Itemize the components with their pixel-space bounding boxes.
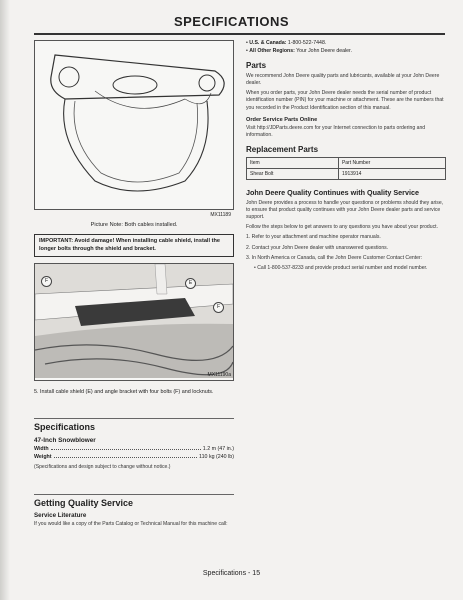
step-2: 2. Contact your John Deere dealer with unanswered questions.	[246, 244, 389, 251]
snowblower-subtitle: 47-Inch Snowblower	[34, 437, 96, 444]
contact-us-canada: • U.S. & Canada: 1-800-522-7448.	[246, 40, 327, 46]
table-header: Item	[247, 157, 339, 168]
jd-paragraph-2: Follow the steps below to get answers to any questions you have about your product.	[246, 224, 438, 231]
right-column	[246, 40, 446, 272]
figure-id: MX11189	[210, 212, 231, 218]
order-online-title: Order Service Parts Online	[246, 116, 318, 123]
cable-routing-illustration	[35, 41, 233, 207]
quality-service-title: Getting Quality Service	[34, 494, 234, 508]
contact-label: All Other Regions:	[249, 47, 295, 54]
leader-dots	[51, 446, 201, 450]
left-column	[34, 40, 234, 396]
figure-cable-shield	[34, 263, 234, 381]
callout-e: E	[185, 278, 196, 289]
spec-note: (Specifications and design subject to change without notice.)	[34, 464, 171, 470]
step-1: 1. Refer to your attachment and machine operator manuals.	[246, 234, 381, 241]
specifications-section	[34, 418, 234, 471]
picture-note: Picture Note: Both cables installed.	[90, 222, 178, 228]
figure-cables	[34, 40, 234, 218]
contact-other: • All Other Regions: Your John Deere dealer.	[246, 47, 352, 54]
replacement-parts-table	[246, 157, 446, 180]
specifications-title: Specifications	[34, 418, 234, 432]
contact-value: 1-800-522-7448.	[287, 40, 327, 46]
leader-dots	[54, 454, 197, 458]
parts-paragraph-1: We recommend John Deere quality parts and lubricants, available at your John Deere dealer.	[246, 73, 440, 87]
step-3: 3. In North America or Canada, call the John Deere Customer Contact Center:	[246, 254, 423, 261]
table-row	[247, 168, 446, 179]
step-3-sub: • Call 1-800-537-8233 and provide product serial number and model number.	[254, 264, 428, 271]
contact-value: Your John Deere dealer.	[296, 47, 352, 54]
parts-title: Parts	[246, 61, 267, 71]
service-literature-body: If you would like a copy of the Parts Catalog or Technical Manual for this machine call:	[34, 521, 228, 527]
replacement-parts-title: Replacement Parts	[246, 144, 319, 154]
page-footer: Specifications - 15	[202, 570, 261, 577]
scan-shadow	[0, 0, 10, 600]
table-header-row	[247, 157, 446, 168]
order-online-body: Visit http://JDParts.deere.com for your Internet connection to parts ordering and information.	[246, 124, 426, 138]
spec-value: 110 kg (240 lb)	[199, 454, 234, 460]
parts-paragraph-2: When you order parts, your John Deere dealer needs the serial number of product identification number (PIN) for your machine or attachment. These are the numbers that you recorded in the Product Identification section of this manual.	[246, 90, 444, 111]
page-title: SPECIFICATIONS	[173, 14, 290, 29]
spec-name: Width	[34, 446, 49, 452]
step-5: 5. Install cable shield (E) and angle bracket with four bolts (F) and locknuts.	[34, 389, 214, 396]
quality-service-section	[34, 494, 234, 528]
table-cell: Shear Bolt	[247, 168, 339, 179]
table-header: Part Number	[338, 157, 445, 168]
header-rule	[34, 33, 445, 35]
jd-quality-title: John Deere Quality Continues with Quality Service	[246, 187, 419, 197]
important-notice: IMPORTANT: Avoid damage! When installing cable shield, install the longer bolts through the shield and bracket.	[34, 234, 234, 257]
spec-row-width	[34, 446, 234, 452]
callout-f-right: F	[213, 302, 224, 313]
callout-f-left: F	[41, 276, 52, 287]
spec-row-weight	[34, 454, 234, 460]
figure-id: MX11190a	[207, 372, 231, 379]
spec-value: 1.2 m (47 in.)	[202, 446, 234, 452]
service-literature-subtitle: Service Literature	[34, 512, 87, 519]
table-cell: 1913914	[338, 168, 445, 179]
cable-shield-illustration	[35, 264, 233, 378]
spec-name: Weight	[34, 454, 52, 460]
jd-paragraph-1: John Deere provides a process to handle your questions or problems should they arise, to ensure that product quality continues with your John Deere dealer parts and service support.	[246, 199, 444, 221]
contact-label: U.S. & Canada:	[249, 40, 287, 46]
